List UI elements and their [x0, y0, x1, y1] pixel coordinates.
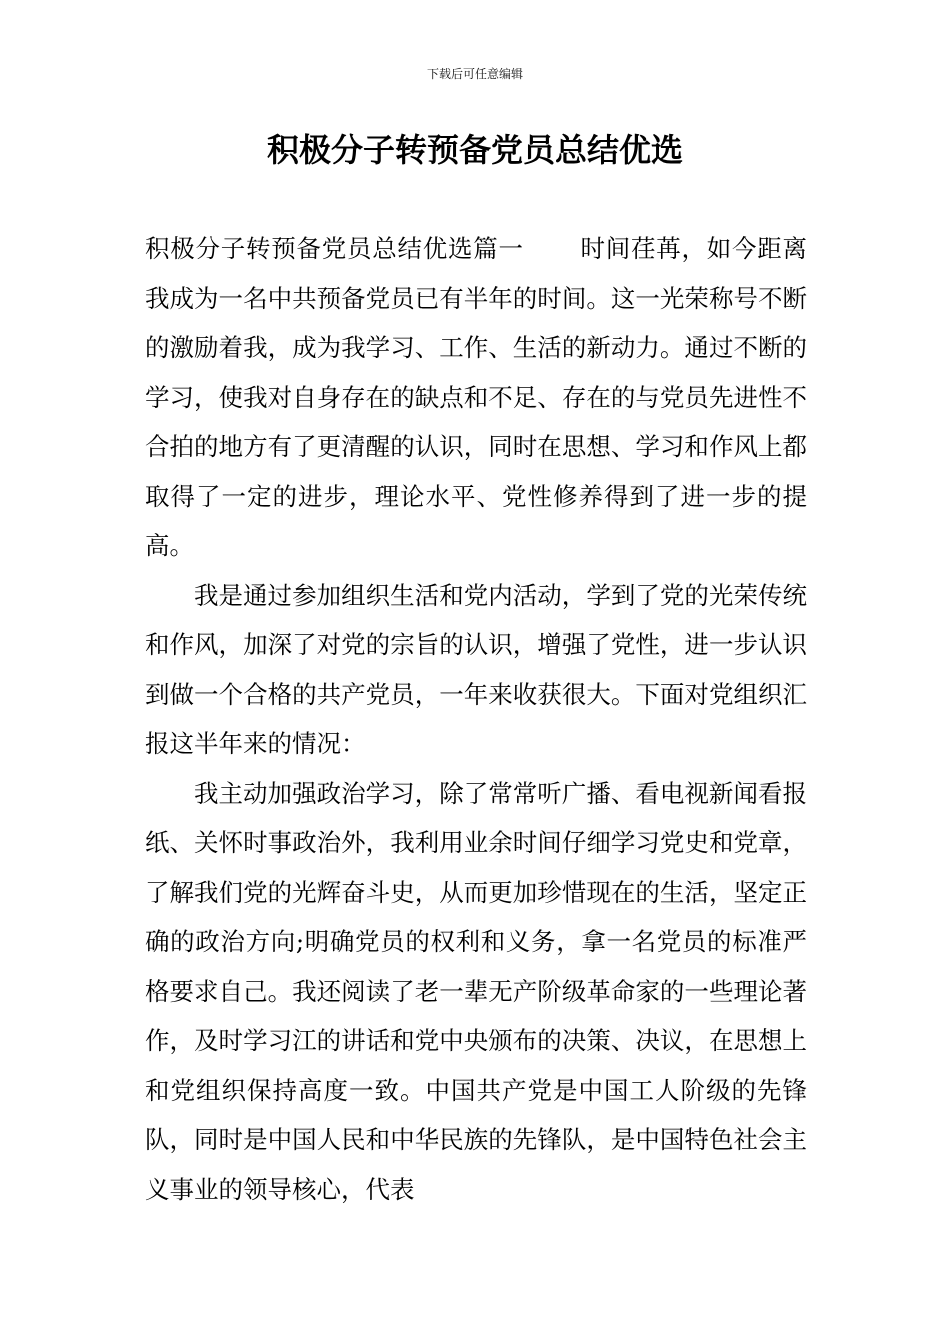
section-heading: 积极分子转预备党员总结优选篇一	[145, 234, 524, 263]
document-title: 积极分子转预备党员总结优选	[266, 131, 683, 169]
paragraph: 我是通过参加组织生活和党内活动，学到了党的光荣传统和作风，加深了对党的宗旨的认识，增强了党性，进一步认识到做一个合格的共产党员，一年来收获很大。下面对党组织汇报这半年来的情况：	[145, 580, 807, 758]
document-body	[145, 224, 807, 1214]
paragraph-text: 时间荏苒，如今距离我成为一名中共预备党员已有半年的时间。这一光荣称号不断的激励着我，成为我学习、工作、生活的新动力。通过不断的学习，使我对自身存在的缺点和不足、存在的与党员先进性不合拍的地方有了更清醒的认识，同时在思想、学习和作风上都取得了一定的进步，理论水平、党性修养得到了进一步的提高。	[145, 234, 807, 560]
download-note: 下载后可任意编辑	[426, 67, 523, 81]
paragraph: 我主动加强政治学习，除了常常听广播、看电视新闻看报纸、关怀时事政治外，我利用业余时间仔细学习党史和党章，了解我们党的光辉奋斗史，从而更加珍惜现在的生活，坚定正确的政治方向;明确党员的权利和义务，拿一名党员的标准严格要求自己。我还阅读了老一辈无产阶级革命家的一些理论著作，及时学习江的讲话和党中央颁布的决策、决议，在思想上和党组织保持高度一致。中国共产党是中国工人阶级的先锋队，同时是中国人民和中华民族的先锋队，是中国特色社会主义事业的领导核心，代表	[145, 778, 807, 1204]
first-paragraph	[145, 224, 807, 571]
